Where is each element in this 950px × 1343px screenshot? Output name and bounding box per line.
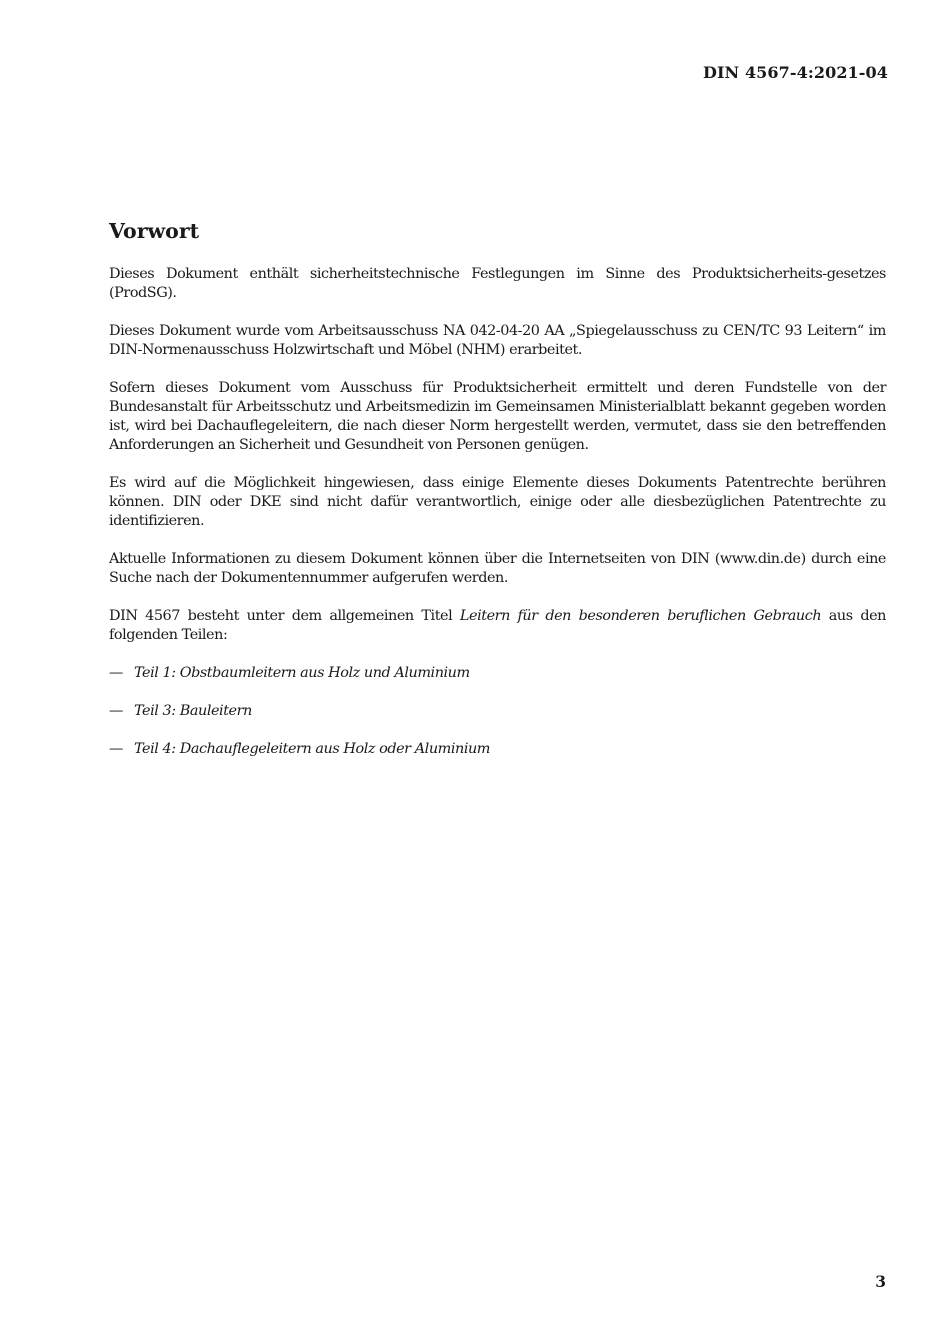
section-title: Vorwort xyxy=(109,219,200,243)
document-id-header: DIN 4567-4:2021-04 xyxy=(702,63,888,82)
list-dash: — xyxy=(109,665,123,681)
paragraph-current-information: Aktuelle Informationen zu diesem Dokument können über die Internetseiten von DIN (www.din.de) durch eine Suche nach der Dokumentennummer aufgerufen werden. xyxy=(109,551,886,586)
parts-list xyxy=(109,664,886,759)
paragraph-patent-rights: Es wird auf die Möglichkeit hingewiesen, dass einige Elemente dieses Dokuments Patentrechte berühren können. DIN oder DKE sind nicht dafür verantwortlich, einige oder alle diesbezüglichen Patentrechte zu identifizieren. xyxy=(109,475,886,529)
paragraph-product-safety: Sofern dieses Dokument vom Ausschuss für Produktsicherheit ermittelt und deren Fundstelle von der Bundesanstalt für Arbeitsschutz und Arbeitsmedizin im Gemeinsamen Ministerialblatt bekannt gegeben worden ist, wird bei Dachauflegeleitern, die nach dieser Norm hergestellt werden, vermutet, dass sie den betreffenden Anforderungen an Sicherheit und Gesundheit von Personen genügen. xyxy=(109,380,886,453)
list-item xyxy=(109,702,886,721)
paragraph-committee: Dieses Dokument wurde vom Arbeitsausschuss NA 042-04-20 AA „Spiegelausschuss zu CEN/TC 93 Leitern“ im DIN-Normenausschuss Holzwirtschaft und Möbel (NHM) erarbeitet. xyxy=(109,323,886,358)
series-intro-text-end: aus den folgenden Teilen: xyxy=(109,608,886,643)
list-dash: — xyxy=(109,703,123,719)
foreword-section xyxy=(109,217,886,778)
list-dash: — xyxy=(109,741,123,757)
list-item xyxy=(109,740,886,759)
series-intro-text: DIN 4567 besteht unter dem allgemeinen Titel xyxy=(109,608,460,624)
part-title: Teil 3: Bauleitern xyxy=(134,703,252,719)
series-general-title: Leitern für den besonderen beruflichen Gebrauch xyxy=(459,608,822,624)
part-title: Teil 4: Dachauflegeleitern aus Holz oder Aluminium xyxy=(134,741,490,757)
paragraph-series-intro xyxy=(109,607,886,645)
page-number: 3 xyxy=(875,1272,886,1291)
part-title: Teil 1: Obstbaumleitern aus Holz und Aluminium xyxy=(134,665,470,681)
list-item xyxy=(109,664,886,683)
paragraph-prodsg: Dieses Dokument enthält sicherheitstechnische Festlegungen im Sinne des Produktsicherheits-gesetzes (ProdSG). xyxy=(109,266,886,301)
